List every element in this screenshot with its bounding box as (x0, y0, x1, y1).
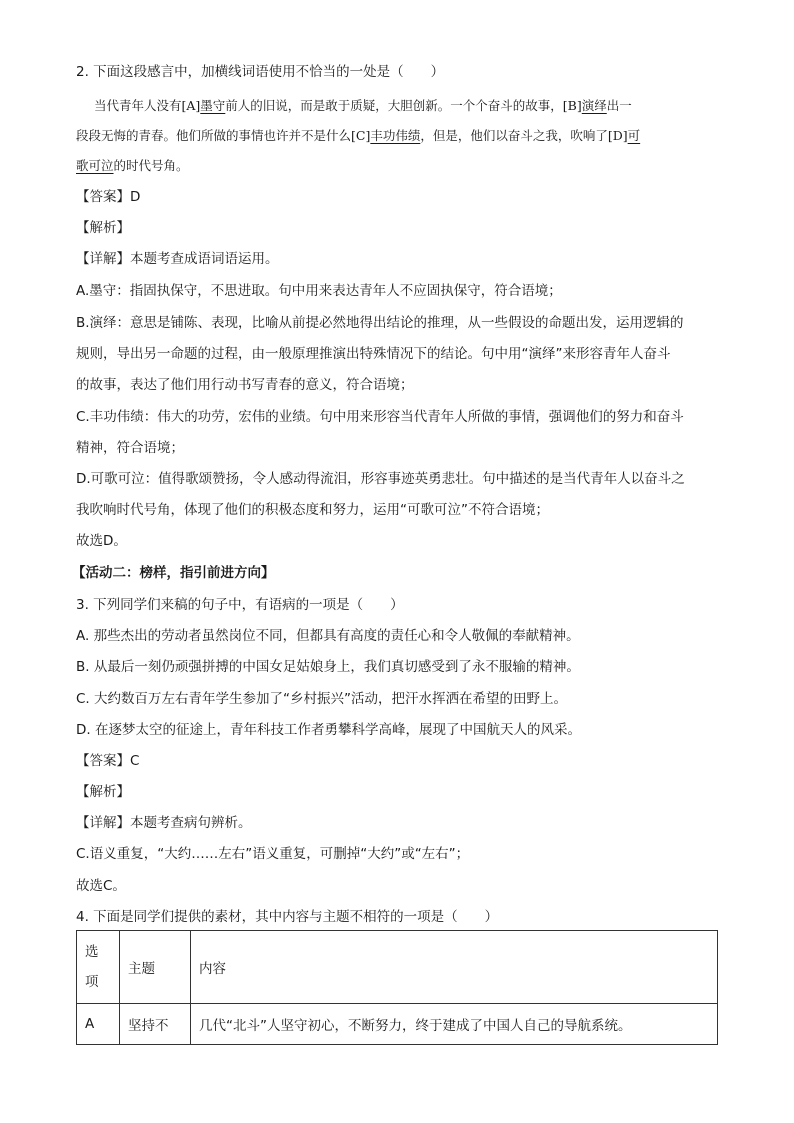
q2-explain-b-1: B.演绎：意思是铺陈、表现，比喻从前提必然地得出结论的推理，从一些假设的命题出发，运用逻辑的 (76, 315, 684, 331)
passage-text: 前人的旧说，而是敢于质疑，大胆创新。一个个奋斗的故事，[B] (225, 98, 582, 113)
q2-analysis-label: 【解析】 (76, 220, 130, 236)
underlined-term-c: 丰功伟绩 (370, 128, 421, 143)
q3-option-b: B. 从最后一刻仍顽强拼搏的中国女足姑娘身上，我们真切感受到了永不服输的精神。 (76, 659, 580, 675)
underlined-term-d-part2: 歌可泣 (76, 158, 114, 173)
passage-text: ，但是，他们以奋斗之我，吹响了[D] (420, 128, 628, 143)
q3-detail: 【详解】本题考查病句辨析。 (76, 815, 252, 831)
q2-explain-a: A.墨守：指固执保守，不思进取。句中用来表达青年人不应固执保守，符合语境； (76, 283, 562, 299)
q2-explain-b-3: 的故事，表达了他们用行动书写青春的意义，符合语境； (76, 377, 414, 393)
q4-stem: 4. 下面是同学们提供的素材，其中内容与主题不相符的一项是（ ） (76, 909, 499, 925)
header-option-line-2: 项 (85, 974, 99, 990)
passage-line-2 (76, 127, 640, 145)
underlined-term-a: 墨守 (200, 98, 226, 113)
header-option-line-1: 选 (85, 944, 99, 960)
q3-option-a: A. 那些杰出的劳动者虽然岗位不同，但都具有高度的责任心和令人敬佩的奉献精神。 (76, 628, 580, 644)
table-header-row (77, 931, 718, 1004)
header-content: 内容 (191, 931, 718, 1004)
q2-explain-d-2: 我吹响时代号角，体现了他们的积极态度和努力，运用“可歌可泣”不符合语境； (76, 502, 549, 518)
q4-options-table (76, 930, 718, 1045)
q3-explain-c: C.语义重复，“大约……左右”语义重复，可删掉“大约”或“左右”； (76, 846, 470, 862)
q3-option-d: D. 在逐梦太空的征途上，青年科技工作者勇攀科学高峰，展现了中国航天人的风采。 (76, 722, 581, 738)
header-option (77, 931, 120, 1004)
header-theme: 主题 (120, 931, 191, 1004)
activity-two-heading: 【活动二：榜样，指引前进方向】 (72, 565, 275, 581)
passage-text: 当代青年人没有[A] (94, 98, 201, 113)
underlined-term-b: 演绎 (581, 98, 607, 113)
table-row (77, 1004, 718, 1045)
q2-explain-d-1: D.可歌可泣：值得歌颂赞扬，令人感动得流泪，形容事迹英勇悲壮。句中描述的是当代青年人以奋斗之 (76, 471, 685, 487)
q3-option-c: C. 大约数百万左右青年学生参加了“乡村振兴”活动，把汗水挥洒在希望的田野上。 (76, 691, 567, 707)
q3-analysis-label: 【解析】 (76, 784, 130, 800)
q2-explain-c-1: C.丰功伟绩：伟大的功劳，宏伟的业绩。句中用来形容当代青年人所做的事情，强调他们的努力和奋斗 (76, 409, 684, 425)
q3-stem: 3. 下列同学们来稿的句子中，有语病的一项是（ ） (76, 597, 404, 613)
passage-text: 段段无悔的青春。他们所做的事情也许并不是什么[C] (76, 128, 371, 143)
row-theme: 坚持不 (120, 1004, 191, 1045)
q2-detail: 【详解】本题考查成语词语运用。 (76, 251, 279, 267)
passage-text: 出一 (606, 98, 632, 113)
row-content: 几代“北斗”人坚守初心，不断努力，终于建成了中国人自己的导航系统。 (191, 1004, 718, 1045)
q2-explain-b-2: 规则，导出另一命题的过程，由一般原理推演出特殊情况下的结论。句中用“演绎”来形容青年人奋斗 (76, 346, 671, 362)
q2-stem: 2. 下面这段感言中，加横线词语使用不恰当的一处是（ ） (76, 64, 445, 80)
passage-line-3 (76, 157, 189, 175)
passage-text: 的时代号角。 (113, 158, 189, 173)
q2-answer: 【答案】D (76, 189, 141, 205)
q3-choose: 故选C。 (76, 878, 126, 894)
passage-line-1 (94, 97, 632, 115)
q2-choose: 故选D。 (76, 533, 127, 549)
underlined-term-d-part1: 可 (627, 128, 641, 143)
row-option: A (77, 1004, 120, 1045)
q2-explain-c-2: 精神，符合语境； (76, 440, 184, 456)
q3-answer: 【答案】C (76, 753, 140, 769)
